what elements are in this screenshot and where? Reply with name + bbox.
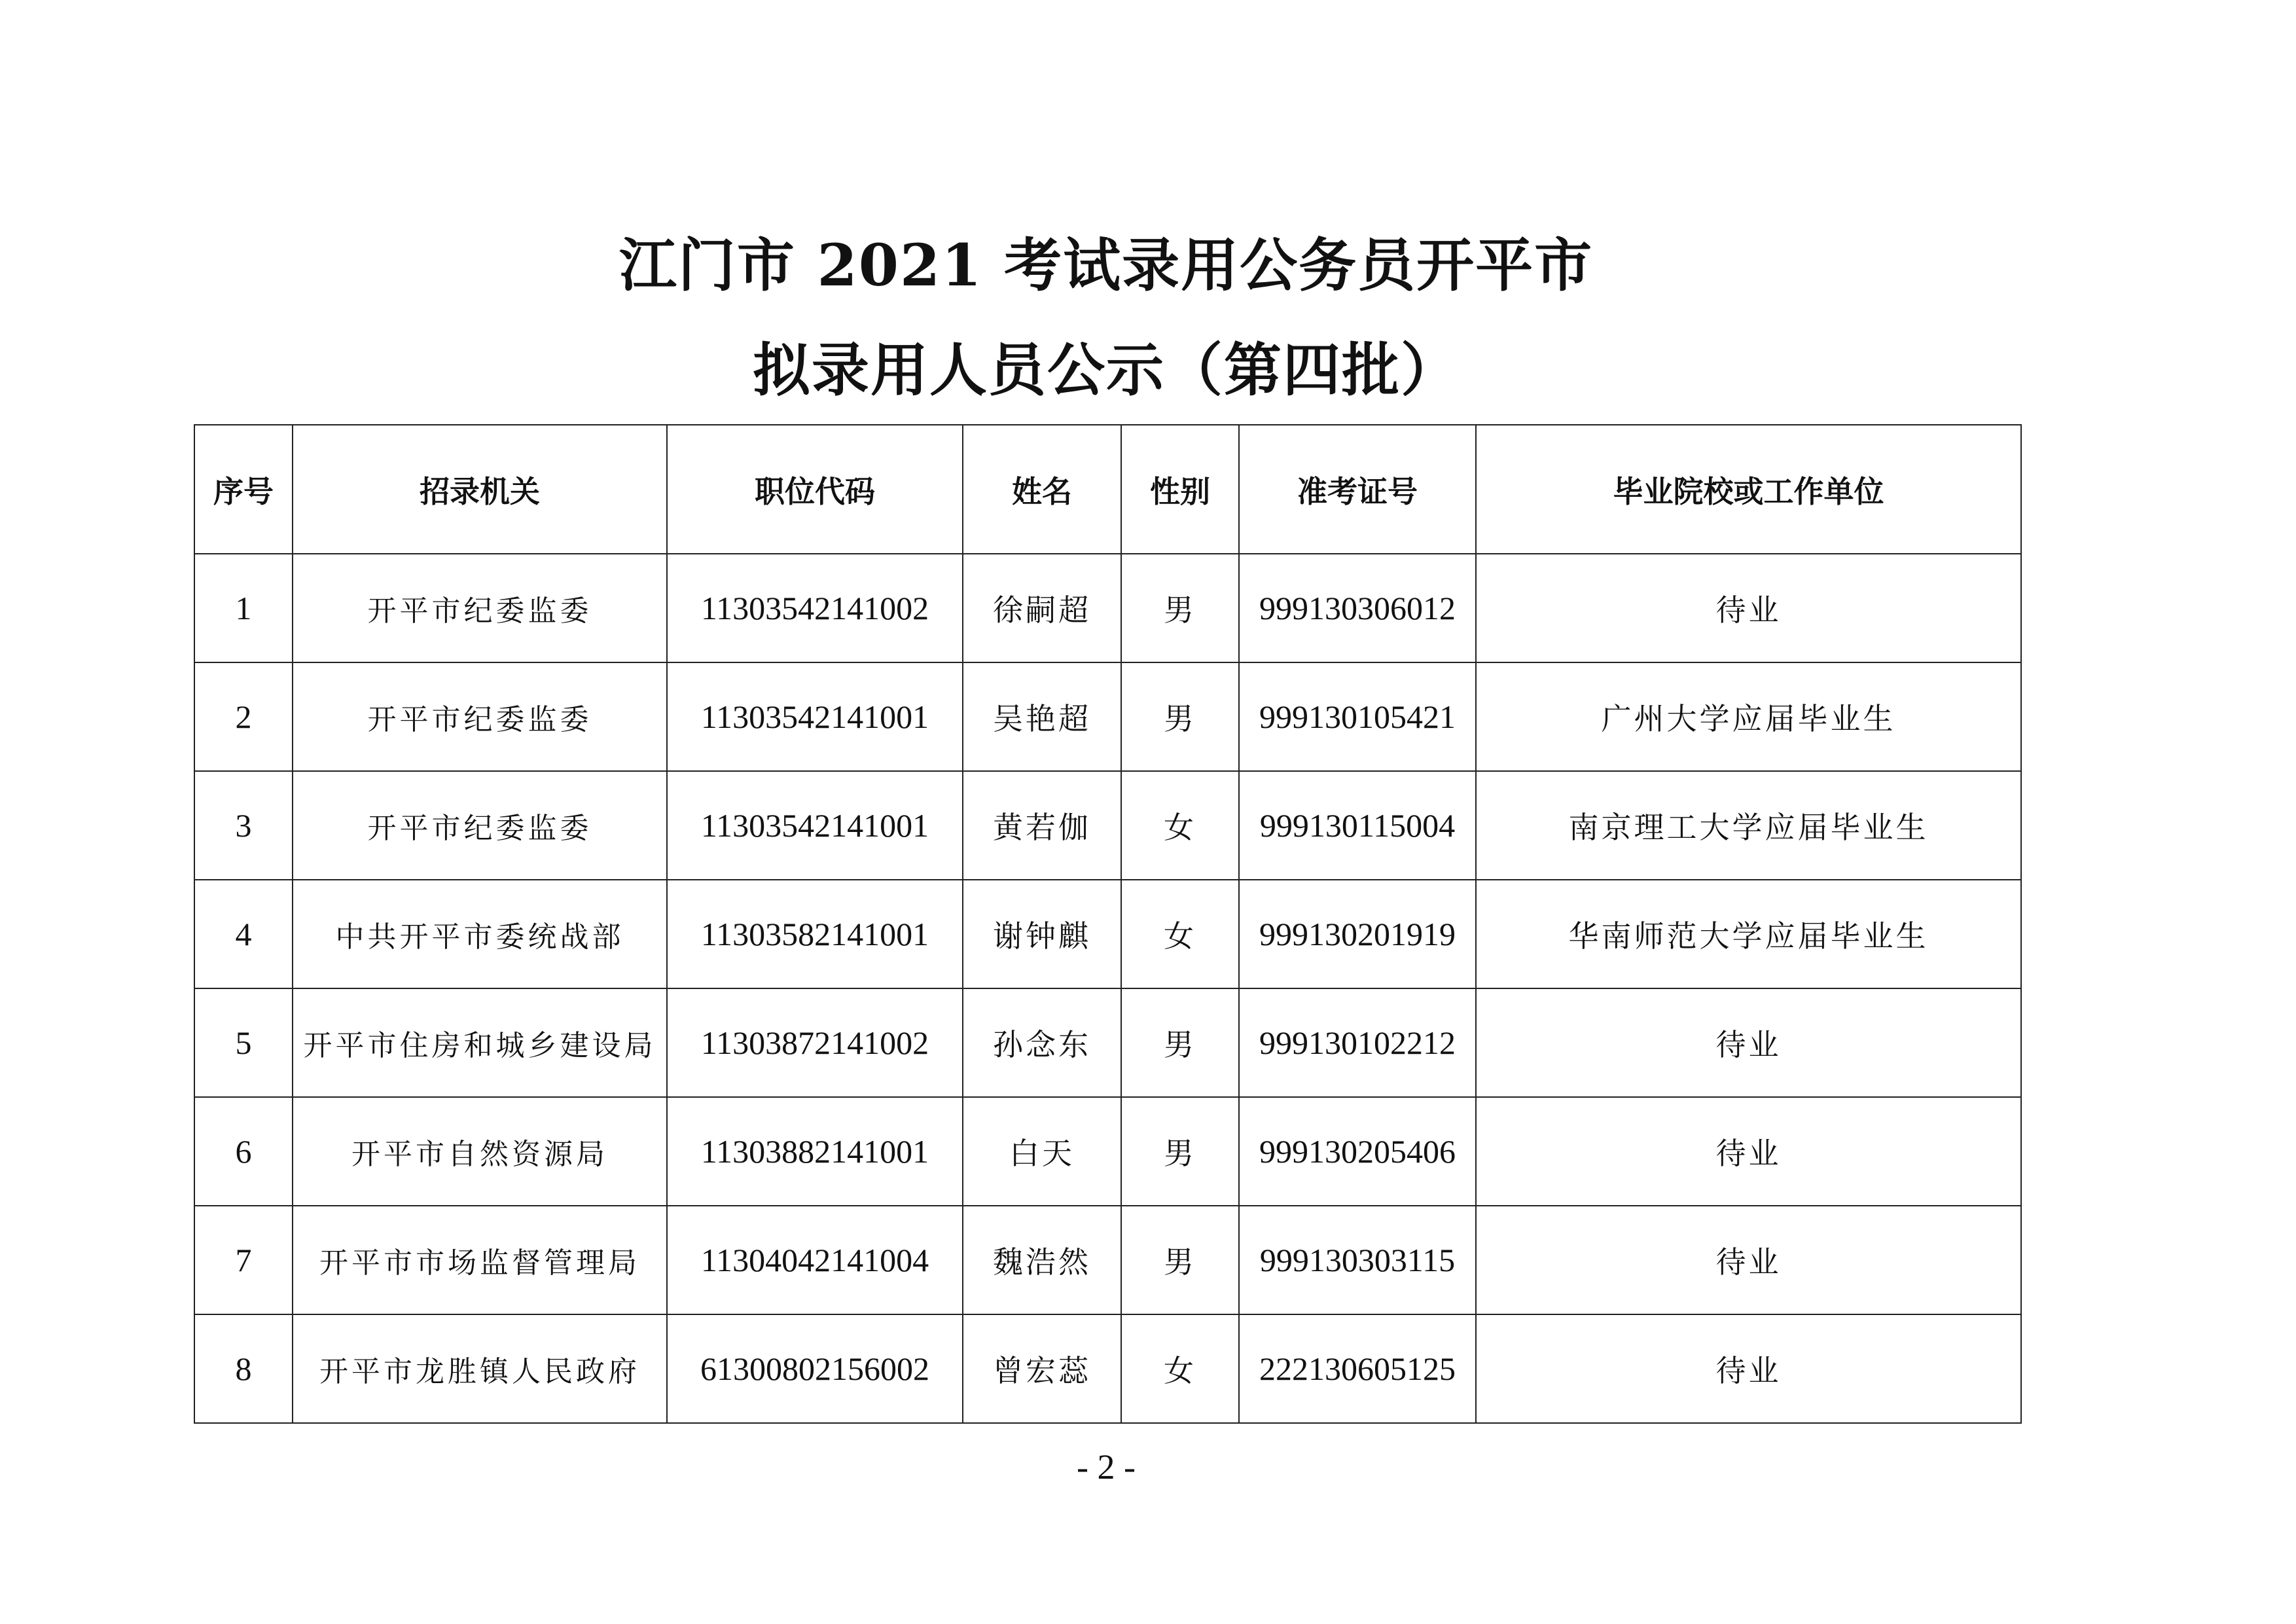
cell-exam-number: 999130303115 [1239,1206,1476,1314]
table-row [194,1206,2021,1314]
cell-index: 4 [194,880,293,988]
cell-index: 7 [194,1206,293,1314]
cell-school-or-employer: 华南师范大学应届毕业生 [1476,880,2021,988]
cell-exam-number: 999130205406 [1239,1097,1476,1206]
cell-agency: 中共开平市委统战部 [293,880,667,988]
cell-position-code: 11303542141001 [667,662,963,771]
cell-index: 8 [194,1314,293,1423]
cell-agency: 开平市纪委监委 [293,662,667,771]
cell-school-or-employer: 待业 [1476,1097,2021,1206]
cell-gender: 男 [1121,662,1239,771]
cell-name: 谢钟麒 [963,880,1121,988]
cell-position-code: 11303582141001 [667,880,963,988]
cell-school-or-employer: 待业 [1476,1314,2021,1423]
cell-name: 吴艳超 [963,662,1121,771]
cell-school-or-employer: 广州大学应届毕业生 [1476,662,2021,771]
cell-school-or-employer: 南京理工大学应届毕业生 [1476,771,2021,880]
header-school-or-employer: 毕业院校或工作单位 [1476,425,2021,554]
cell-gender: 男 [1121,1206,1239,1314]
table-header-row [194,425,2021,554]
header-exam-number: 准考证号 [1239,425,1476,554]
cell-agency: 开平市市场监督管理局 [293,1206,667,1314]
cell-school-or-employer: 待业 [1476,988,2021,1097]
page-number: - 2 - [1077,1447,1136,1487]
cell-gender: 男 [1121,988,1239,1097]
cell-position-code: 11303542141001 [667,771,963,880]
cell-index: 3 [194,771,293,880]
cell-name: 徐嗣超 [963,554,1121,662]
cell-exam-number: 999130201919 [1239,880,1476,988]
cell-gender: 女 [1121,1314,1239,1423]
cell-name: 黄若伽 [963,771,1121,880]
title-line-1: 江门市 2021 考试录用公务员开平市 [619,231,1594,299]
cell-index: 6 [194,1097,293,1206]
cell-position-code: 11303872141002 [667,988,963,1097]
cell-exam-number: 999130306012 [1239,554,1476,662]
table-row [194,988,2021,1097]
cell-exam-number: 999130102212 [1239,988,1476,1097]
header-index: 序号 [194,425,293,554]
header-name: 姓名 [963,425,1121,554]
header-agency: 招录机关 [293,425,667,554]
cell-gender: 女 [1121,880,1239,988]
cell-name: 孙念东 [963,988,1121,1097]
header-position-code: 职位代码 [667,425,963,554]
document-title [0,216,2212,419]
cell-name: 曾宏蕊 [963,1314,1121,1423]
cell-school-or-employer: 待业 [1476,1206,2021,1314]
cell-agency: 开平市纪委监委 [293,554,667,662]
cell-name: 白天 [963,1097,1121,1206]
header-gender: 性别 [1121,425,1239,554]
cell-exam-number: 999130115004 [1239,771,1476,880]
cell-index: 2 [194,662,293,771]
table-row [194,880,2021,988]
table-row [194,554,2021,662]
cell-position-code: 61300802156002 [667,1314,963,1423]
table-row [194,1314,2021,1423]
cell-agency: 开平市住房和城乡建设局 [293,988,667,1097]
cell-gender: 女 [1121,771,1239,880]
cell-gender: 男 [1121,554,1239,662]
cell-agency: 开平市自然资源局 [293,1097,667,1206]
table-row [194,662,2021,771]
table-row [194,1097,2021,1206]
table-row [194,771,2021,880]
cell-exam-number: 999130105421 [1239,662,1476,771]
cell-agency: 开平市纪委监委 [293,771,667,880]
cell-school-or-employer: 待业 [1476,554,2021,662]
cell-gender: 男 [1121,1097,1239,1206]
cell-agency: 开平市龙胜镇人民政府 [293,1314,667,1423]
cell-name: 魏浩然 [963,1206,1121,1314]
cell-exam-number: 222130605125 [1239,1314,1476,1423]
cell-index: 5 [194,988,293,1097]
cell-position-code: 11303882141001 [667,1097,963,1206]
cell-index: 1 [194,554,293,662]
candidate-table [194,424,2022,1424]
cell-position-code: 11304042141004 [667,1206,963,1314]
cell-position-code: 11303542141002 [667,554,963,662]
title-line-2: 拟录用人员公示（第四批） [752,336,1460,404]
